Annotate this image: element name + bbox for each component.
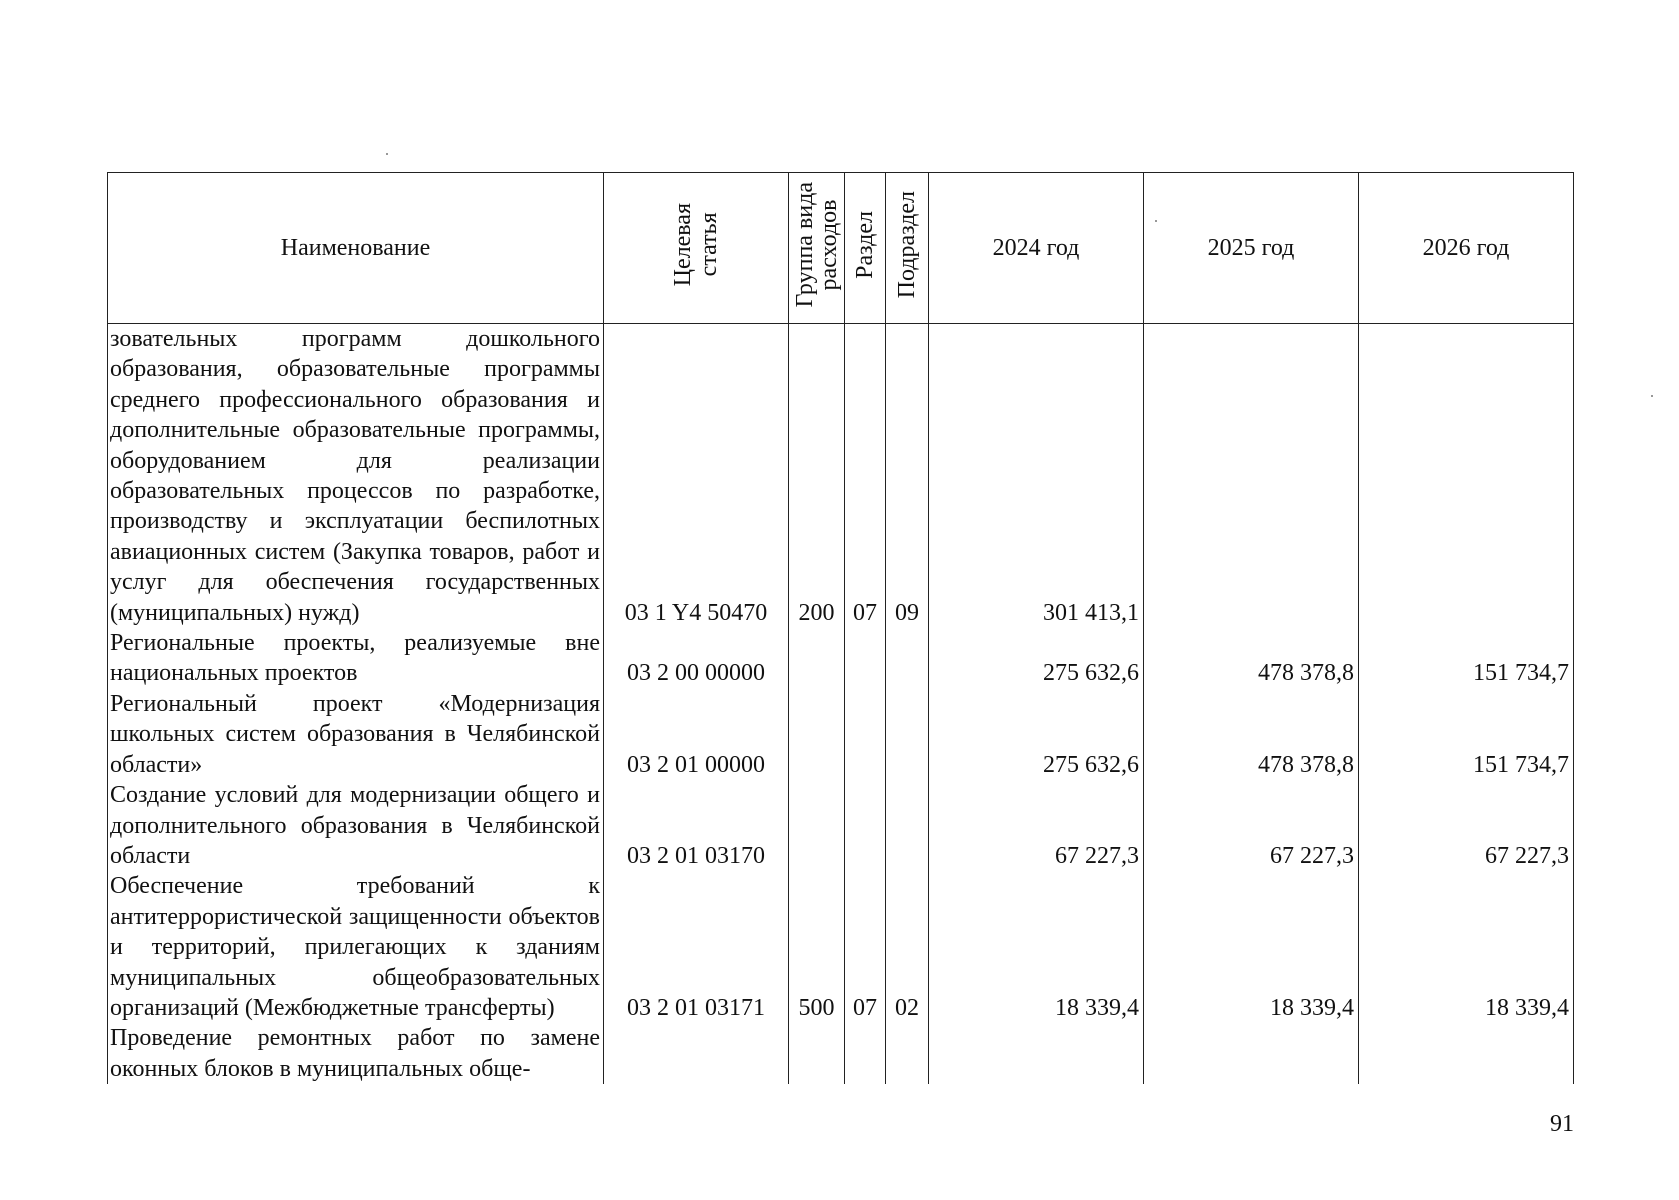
row-value-2026 [1359,324,1574,629]
table-row [108,689,1574,780]
scan-speck [1651,395,1653,397]
header-name: Наименование [108,173,604,324]
row-code: 03 2 01 00000 [604,689,789,780]
table-row [108,324,1574,629]
row-value-2026: 67 227,3 [1359,780,1574,871]
row-value-2025: 478 378,8 [1144,628,1359,689]
header-subsection: Подраздел [886,173,929,324]
budget-table [107,172,1574,1084]
row-value-2025 [1144,1023,1359,1084]
row-name: зовательных программ дошкольного образования, образовательные программы среднего профессионального образования и дополнительные образовательные программы, оборудованием для реализации образовательных процессов по разработке, производству и эксплуатации беспилотных авиационных систем (Закупка товаров, работ и услуг для обеспечения государственных (муниципальных) нужд) [108,324,604,629]
row-value-2026: 18 339,4 [1359,871,1574,1023]
table-row [108,871,1574,1023]
row-group [789,1023,845,1084]
row-name: Создание условий для модернизации общего и дополнительного образования в Челябинской области [108,780,604,871]
header-target-article: Целевая статья [604,173,789,324]
row-value-2024: 275 632,6 [929,628,1144,689]
scan-speck [386,153,388,155]
row-subsection: 09 [886,324,929,629]
row-section [845,689,886,780]
row-group: 200 [789,324,845,629]
row-subsection: 02 [886,871,929,1023]
row-code [604,1023,789,1084]
row-value-2024: 18 339,4 [929,871,1144,1023]
row-value-2025 [1144,324,1359,629]
row-code: 03 2 00 00000 [604,628,789,689]
row-value-2024: 275 632,6 [929,689,1144,780]
header-year-2024: 2024 год [929,173,1144,324]
table-header-row [108,173,1574,324]
row-value-2024: 301 413,1 [929,324,1144,629]
row-subsection [886,780,929,871]
row-section [845,780,886,871]
row-group [789,689,845,780]
row-subsection [886,628,929,689]
row-name: Региональные проекты, реализуемые вне национальных проектов [108,628,604,689]
header-year-2026: 2026 год [1359,173,1574,324]
row-group: 500 [789,871,845,1023]
row-value-2026: 151 734,7 [1359,628,1574,689]
row-value-2024: 67 227,3 [929,780,1144,871]
row-value-2025: 67 227,3 [1144,780,1359,871]
row-section [845,628,886,689]
header-year-2025: 2025 год [1144,173,1359,324]
row-name: Обеспечение требований к антитеррористической защищенности объектов и территорий, прилегающих к зданиям муниципальных общеобразовательных организаций (Межбюджетные трансферты) [108,871,604,1023]
row-code: 03 1 Y4 50470 [604,324,789,629]
row-code: 03 2 01 03171 [604,871,789,1023]
row-section: 07 [845,324,886,629]
row-name: Проведение ремонтных работ по замене оконных блоков в муниципальных обще- [108,1023,604,1084]
row-section [845,1023,886,1084]
header-expense-group: Группа вида расходов [789,173,845,324]
row-value-2025: 478 378,8 [1144,689,1359,780]
row-value-2024 [929,1023,1144,1084]
table-row [108,1023,1574,1084]
row-subsection [886,689,929,780]
table-row [108,628,1574,689]
row-subsection [886,1023,929,1084]
page-number: 91 [1550,1111,1574,1137]
row-section: 07 [845,871,886,1023]
row-code: 03 2 01 03170 [604,780,789,871]
row-value-2026: 151 734,7 [1359,689,1574,780]
row-value-2026 [1359,1023,1574,1084]
row-name: Региональный проект «Модернизация школьных систем образования в Челябинской области» [108,689,604,780]
row-group [789,628,845,689]
row-value-2025: 18 339,4 [1144,871,1359,1023]
header-section: Раздел [845,173,886,324]
row-group [789,780,845,871]
table-row [108,780,1574,871]
